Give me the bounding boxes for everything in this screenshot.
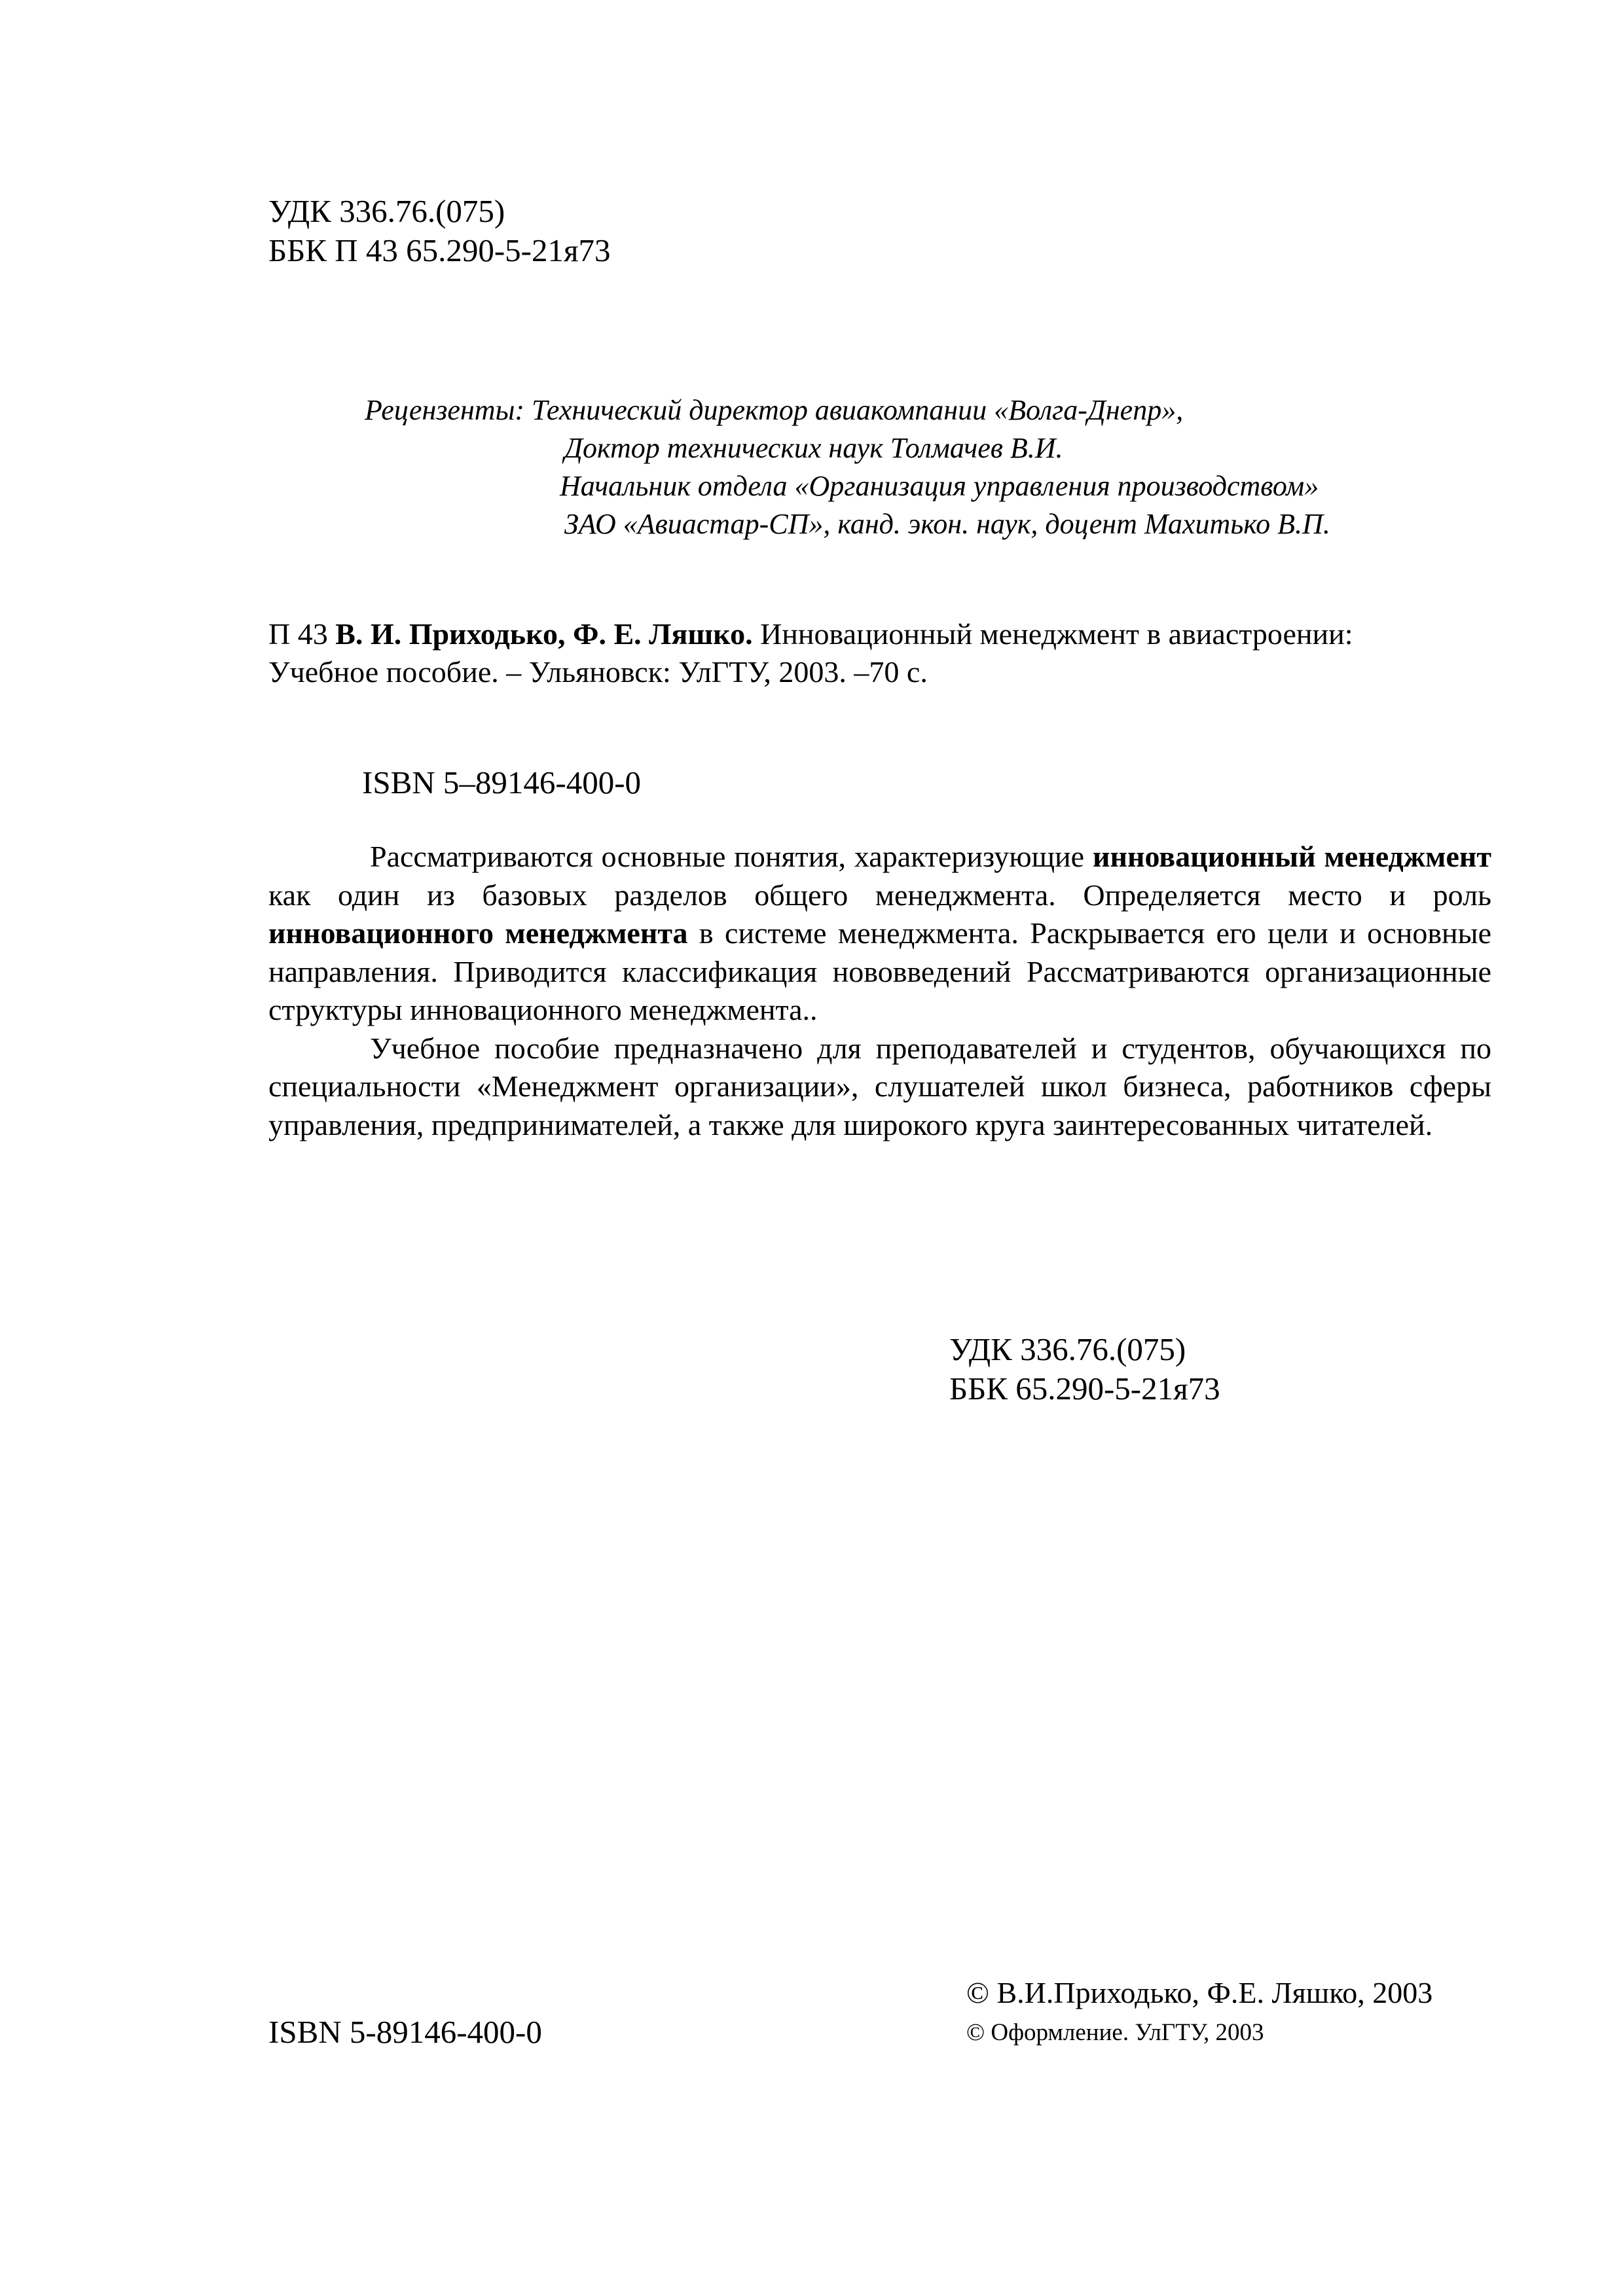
- abstract-paragraph-2: Учебное пособие предназначено для преподавателей и студентов, обучающихся по специальности «Менеджмент организации», слушателей школ бизнеса, работников сферы управления, предпринимателей, а также для широкого круга заинтересованных читателей.: [268, 1031, 1491, 1141]
- reviewer-2-position: Начальник отдела «Организация управления производством»: [560, 470, 1319, 502]
- citation-title: Инновационный менеджмент в авиастроении:: [760, 617, 1353, 651]
- reviewers-line-1: [365, 391, 1183, 429]
- udk-code-top: УДК 336.76.(075): [268, 193, 505, 229]
- isbn-middle: ISBN 5–89146-400-0: [362, 764, 642, 800]
- reviewers-label: Рецензенты:: [365, 394, 525, 426]
- abstract-p1-start: Рассматриваются основные понятия, характеризующие: [370, 840, 1085, 873]
- reviewer-1-position: Технический директор авиакомпании «Волга-Днепр»,: [532, 394, 1184, 426]
- citation-code: П 43: [268, 617, 328, 651]
- abstract-p1-middle: как один из базовых разделов общего менеджмента. Определяется место и роль: [268, 878, 1491, 912]
- reviewer-1-name: Доктор технических наук Толмачев В.И.: [564, 432, 1063, 464]
- citation-line-1: [268, 615, 1353, 653]
- udk-code-bottom: УДК 336.76.(075): [949, 1331, 1186, 1367]
- copyright-authors: © В.И.Приходько, Ф.Е. Ляшко, 2003: [966, 1976, 1433, 2009]
- bbk-code-top: ББК П 43 65.290-5-21я73: [268, 232, 611, 268]
- abstract-p1-bold-term: инновационный менеджмент: [1092, 840, 1491, 873]
- abstract: [268, 838, 1491, 1144]
- citation-line-2: Учебное пособие. – Ульяновск: УлГТУ, 2003. –70 с.: [268, 655, 928, 689]
- reviewer-2-name: ЗАО «Авиастар-СП», канд. экон. наук, доцент Махитько В.П.: [564, 508, 1330, 540]
- citation-authors: В. И. Приходько, Ф. Е. Ляшко.: [335, 617, 753, 651]
- bbk-code-bottom: ББК 65.290-5-21я73: [949, 1371, 1220, 1407]
- copyright-design: © Оформление. УлГТУ, 2003: [966, 2019, 1264, 2046]
- abstract-paragraph-1: [268, 838, 1491, 1030]
- abstract-p1-end: в системе менеджмента. Раскрывается его цели и основные направления. Приводится классификация нововведений Рассматриваются организационные структуры инновационного менеджмента..: [268, 916, 1491, 1026]
- abstract-p1-bold-term-2: инновационного менеджмента: [268, 916, 688, 950]
- isbn-footer: ISBN 5-89146-400-0: [268, 2014, 542, 2050]
